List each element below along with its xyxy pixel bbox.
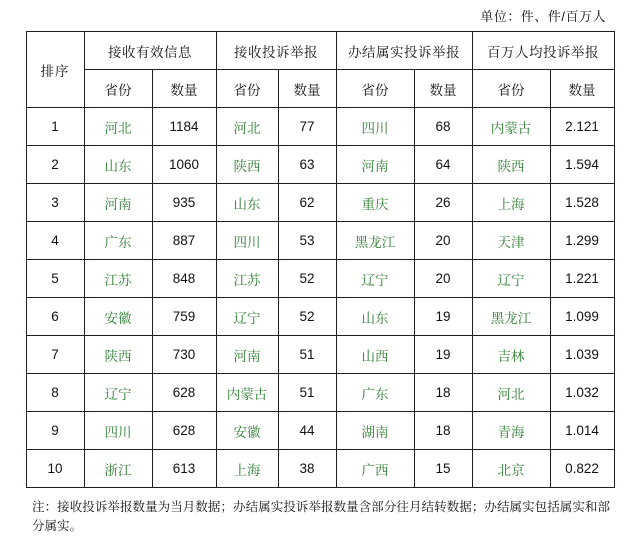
cell-g2-province: 上海: [216, 450, 278, 488]
cell-g2-province: 辽宁: [216, 298, 278, 336]
header-group-3: 办结属实投诉举报: [336, 32, 472, 70]
cell-g3-province: 河南: [336, 146, 414, 184]
cell-g4-count: 1.039: [550, 336, 614, 374]
cell-g1-province: 辽宁: [84, 374, 152, 412]
cell-g1-province: 山东: [84, 146, 152, 184]
cell-g4-count: 1.528: [550, 184, 614, 222]
cell-g1-count: 628: [152, 374, 216, 412]
table-row: [26, 336, 614, 374]
cell-g2-province: 河北: [216, 108, 278, 146]
cell-g2-count: 44: [278, 412, 336, 450]
cell-g4-province: 青海: [472, 412, 550, 450]
subheader-g3-province: 省份: [336, 70, 414, 108]
cell-g2-province: 安徽: [216, 412, 278, 450]
cell-g4-province: 辽宁: [472, 260, 550, 298]
table-sub-header-row: [26, 70, 614, 108]
cell-g3-count: 20: [414, 260, 472, 298]
cell-g1-province: 浙江: [84, 450, 152, 488]
cell-rank: 6: [26, 298, 84, 336]
cell-g4-province: 吉林: [472, 336, 550, 374]
cell-g1-province: 河南: [84, 184, 152, 222]
cell-g1-count: 1184: [152, 108, 216, 146]
cell-g4-province: 陕西: [472, 146, 550, 184]
header-group-4: 百万人均投诉举报: [472, 32, 614, 70]
cell-g4-province: 天津: [472, 222, 550, 260]
cell-g4-count: 2.121: [550, 108, 614, 146]
cell-g2-count: 63: [278, 146, 336, 184]
table-row: [26, 374, 614, 412]
cell-g3-province: 山西: [336, 336, 414, 374]
cell-rank: 7: [26, 336, 84, 374]
table-row: [26, 146, 614, 184]
cell-g3-province: 四川: [336, 108, 414, 146]
cell-g2-count: 77: [278, 108, 336, 146]
cell-g4-count: 1.299: [550, 222, 614, 260]
cell-g2-province: 山东: [216, 184, 278, 222]
cell-g3-province: 广东: [336, 374, 414, 412]
table-row: [26, 412, 614, 450]
cell-g1-count: 613: [152, 450, 216, 488]
statistics-table: [26, 31, 615, 488]
cell-g2-province: 江苏: [216, 260, 278, 298]
cell-g3-province: 重庆: [336, 184, 414, 222]
cell-g4-count: 1.014: [550, 412, 614, 450]
subheader-g2-count: 数量: [278, 70, 336, 108]
cell-g1-count: 848: [152, 260, 216, 298]
subheader-g1-province: 省份: [84, 70, 152, 108]
table-row: [26, 184, 614, 222]
header-rank: 排序: [26, 32, 84, 108]
cell-g3-count: 64: [414, 146, 472, 184]
cell-g3-count: 68: [414, 108, 472, 146]
cell-g4-province: 内蒙古: [472, 108, 550, 146]
table-body: [26, 108, 614, 488]
cell-g1-province: 广东: [84, 222, 152, 260]
table-row: [26, 450, 614, 488]
cell-g2-province: 陕西: [216, 146, 278, 184]
table-row: [26, 260, 614, 298]
cell-g4-count: 1.099: [550, 298, 614, 336]
subheader-g4-count: 数量: [550, 70, 614, 108]
cell-g3-province: 辽宁: [336, 260, 414, 298]
cell-g3-province: 湖南: [336, 412, 414, 450]
cell-g2-province: 四川: [216, 222, 278, 260]
cell-rank: 9: [26, 412, 84, 450]
cell-g2-province: 河南: [216, 336, 278, 374]
cell-rank: 3: [26, 184, 84, 222]
cell-rank: 2: [26, 146, 84, 184]
subheader-g3-count: 数量: [414, 70, 472, 108]
cell-g1-count: 730: [152, 336, 216, 374]
cell-g2-count: 53: [278, 222, 336, 260]
cell-g3-province: 黑龙江: [336, 222, 414, 260]
cell-g4-count: 1.032: [550, 374, 614, 412]
cell-g4-count: 1.221: [550, 260, 614, 298]
cell-g2-count: 62: [278, 184, 336, 222]
cell-g1-count: 887: [152, 222, 216, 260]
cell-g1-count: 1060: [152, 146, 216, 184]
cell-g4-province: 黑龙江: [472, 298, 550, 336]
table-footnote: 注：接收投诉举报数量为当月数据；办结属实投诉举报数量含部分往月结转数据；办结属实包括属实和部分属实。: [32, 500, 610, 534]
cell-g4-count: 1.594: [550, 146, 614, 184]
cell-g2-province: 内蒙古: [216, 374, 278, 412]
cell-g3-province: 广西: [336, 450, 414, 488]
cell-g4-province: 河北: [472, 374, 550, 412]
cell-g3-count: 26: [414, 184, 472, 222]
cell-g3-province: 山东: [336, 298, 414, 336]
cell-g2-count: 52: [278, 260, 336, 298]
header-group-1: 接收有效信息: [84, 32, 216, 70]
subheader-g4-province: 省份: [472, 70, 550, 108]
cell-g1-count: 759: [152, 298, 216, 336]
table-row: [26, 222, 614, 260]
cell-g2-count: 51: [278, 336, 336, 374]
cell-rank: 4: [26, 222, 84, 260]
cell-g1-count: 935: [152, 184, 216, 222]
cell-g1-province: 陕西: [84, 336, 152, 374]
cell-g3-count: 19: [414, 336, 472, 374]
cell-rank: 10: [26, 450, 84, 488]
cell-g4-province: 北京: [472, 450, 550, 488]
cell-g4-count: 0.822: [550, 450, 614, 488]
table-row: [26, 108, 614, 146]
cell-g4-province: 上海: [472, 184, 550, 222]
table-row: [26, 298, 614, 336]
cell-g1-province: 江苏: [84, 260, 152, 298]
cell-g3-count: 15: [414, 450, 472, 488]
cell-rank: 1: [26, 108, 84, 146]
cell-g3-count: 19: [414, 298, 472, 336]
cell-rank: 5: [26, 260, 84, 298]
cell-g2-count: 38: [278, 450, 336, 488]
table-header: [26, 32, 614, 108]
cell-rank: 8: [26, 374, 84, 412]
cell-g3-count: 18: [414, 374, 472, 412]
cell-g3-count: 18: [414, 412, 472, 450]
subheader-g2-province: 省份: [216, 70, 278, 108]
unit-note: 单位：件、件/百万人: [480, 9, 606, 24]
table-group-header-row: [26, 32, 614, 70]
header-group-2: 接收投诉举报: [216, 32, 336, 70]
cell-g1-count: 628: [152, 412, 216, 450]
cell-g2-count: 51: [278, 374, 336, 412]
cell-g1-province: 四川: [84, 412, 152, 450]
subheader-g1-count: 数量: [152, 70, 216, 108]
cell-g1-province: 河北: [84, 108, 152, 146]
cell-g3-count: 20: [414, 222, 472, 260]
cell-g1-province: 安徽: [84, 298, 152, 336]
cell-g2-count: 52: [278, 298, 336, 336]
